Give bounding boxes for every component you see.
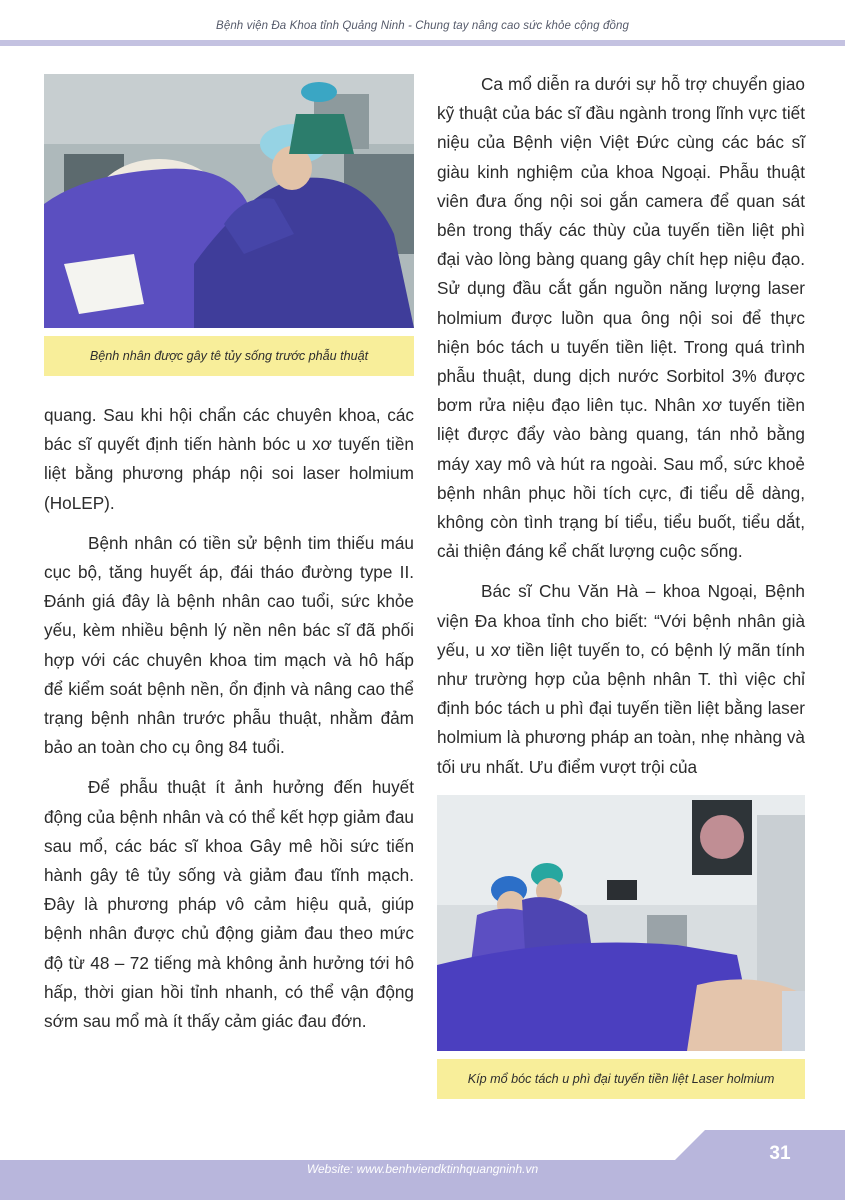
right-column [437,70,805,782]
paragraph: Bác sĩ Chu Văn Hà – khoa Ngoại, Bệnh viện Đa khoa tỉnh cho biết: “Với bệnh nhân già yếu, u xơ tiền liệt tuyến to, có bệnh lý mãn tính như trường hợp của bệnh nhân T. thì việc chỉ định bóc tách u phì đại tuyến tiền liệt bằng laser holmium là phương pháp an toàn, nhẹ nhàng và tối ưu nhất. Ưu điểm vượt trội của [437,581,805,777]
footer-website: Website: www.benhviendktinhquangninh.vn [306,1162,539,1176]
page-number: 31 [769,1143,791,1164]
paragraph: Bệnh nhân có tiền sử bệnh tim thiếu máu cục bộ, tăng huyết áp, đái tháo đường type II. Đánh giá đây là bệnh nhân cao tuổi, sức khỏe yếu, kèm nhiều bệnh lý nền nên bác sĩ đã phối hợp với các chuyên khoa tim mạch và hô hấp để kiểm soát bệnh nền, ổn định và nâng cao thể trạng bệnh nhân trước phẫu thuật, nhằm đảm bảo an toàn cho cụ ông 84 tuổi. [44,532,414,758]
figure-1-caption: Bệnh nhân được gây tê tủy sống trước phẫu thuật [44,336,414,376]
header-divider [0,40,845,46]
figure-1-photo [44,74,414,328]
paragraph: Để phẫu thuật ít ảnh hưởng đến huyết động của bệnh nhân và có thể kết hợp giảm đau sau mổ, các bác sĩ khoa Gây mê hồi sức tiến hành gây tê tủy sống và giảm đau tĩnh mạch. Đây là phương pháp vô cảm hiệu quả, giúp bệnh nhân được chủ động giảm đau theo mức độ từ 48 – 72 tiếng mà không ảnh hưởng tới hô hấp, thời gian hồi tỉnh nhanh, có thể vận động sớm sau mổ mà ít thấy cảm giác đau đớn. [44,777,414,1032]
running-header: Bệnh viện Đa Khoa tỉnh Quảng Ninh - Chung tay nâng cao sức khỏe cộng đồng [216,20,629,32]
figure-2-photo [437,795,805,1051]
paragraph: Ca mổ diễn ra dưới sự hỗ trợ chuyển giao kỹ thuật của bác sĩ đầu ngành trong lĩnh vực tiết niệu của Bệnh viện Việt Đức cùng các bác sĩ giàu kinh nghiệm của khoa Ngoại. Phẫu thuật viên đưa ống nội soi gắn camera để quan sát bên trong thấy các thùy của tuyến tiền liệt phì đại vào lòng bàng quang gây chít hẹp niệu đạo. Sử dụng đầu cắt gắn nguồn năng lượng laser holmium được luồn qua ông nội soi để thực hiện bóc tách u tuyến tiền liệt. Trong quá trình phẫu thuật, dung dịch nước Sorbitol 3% được bơm rửa niệu đạo liên tục. Nhân xơ tuyến tiền liệt được đẩy vào bàng quang, tán nhỏ bằng máy xay mô và hút ra ngoài. Sau mổ, sức khoẻ bệnh nhân phục hồi tích cực, đi tiểu dễ dàng, không còn tình trạng bí tiểu, tiểu buốt, tiểu dắt, cải thiện đáng kể chất lượng cuộc sống. [437,74,805,562]
figure-2-caption: Kíp mổ bóc tách u phì đại tuyến tiền liệt Laser holmium [437,1059,805,1099]
paragraph: quang. Sau khi hội chẩn các chuyên khoa, các bác sĩ quyết định tiến hành bóc u xơ tuyến tiền liệt bằng phương pháp nội soi laser holmium (HoLEP). [44,405,414,513]
left-column [44,401,414,1036]
